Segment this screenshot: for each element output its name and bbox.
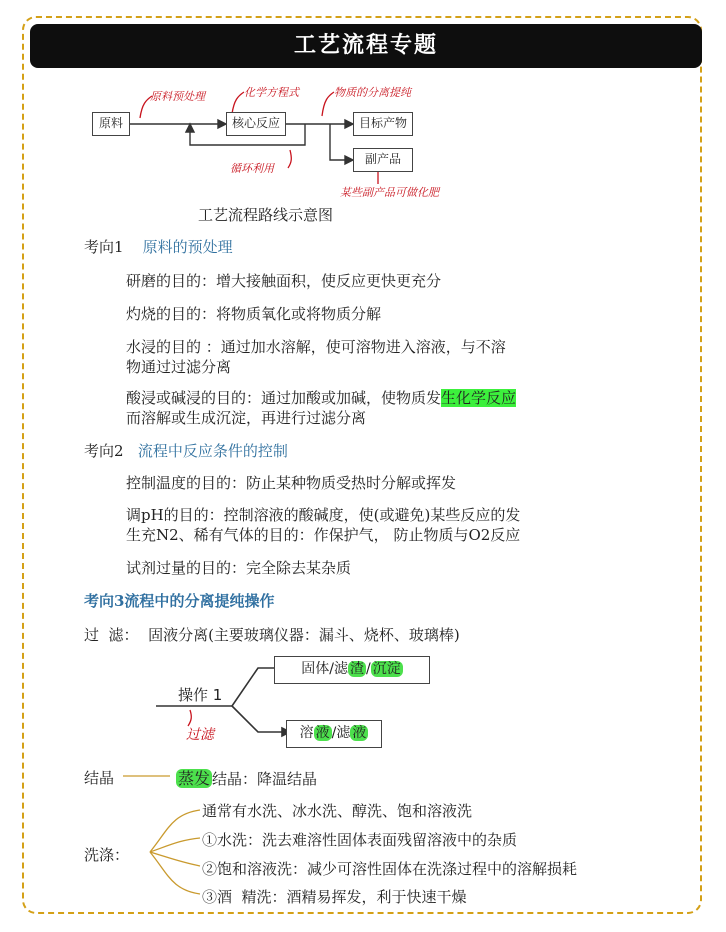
filter-line: 过 滤： 固液分离(主要玻璃仪器：漏斗、烧杯、玻璃棒) (84, 626, 460, 644)
section3-title: 考向3流程中的分离提纯操作 (84, 592, 275, 610)
crystal-text (176, 766, 317, 789)
fertilizer-note: 某些副产品可做化肥 (340, 186, 439, 199)
liquid-box (286, 720, 382, 748)
core-reaction-box: 核心反应 (226, 112, 286, 136)
separation-label: 物质的分离提纯 (334, 86, 411, 99)
recycle-label: 循环利用 (230, 162, 274, 175)
flowchart-caption: 工艺流程路线示意图 (198, 206, 334, 224)
wash-brace-4 (150, 852, 200, 894)
equation-red-line (232, 92, 244, 114)
wash-brace-1 (150, 810, 200, 852)
s2-item-excess: 试剂过量的目的：完全除去某杂质 (126, 559, 352, 577)
section1-label: 考向1 (84, 238, 124, 256)
s1-item-water-line2: 物通过过滤分离 (126, 358, 232, 376)
wash-item-water: ①水洗：洗去难溶性固体表面残留溶液中的杂质 (202, 831, 518, 849)
byproduct-box: 副产品 (353, 148, 413, 172)
liquid-text-b: /滤 (331, 725, 351, 741)
wash-item-saturated: ②饱和溶液洗：减少可溶性固体在洗涤过程中的溶解损耗 (202, 860, 578, 878)
pretreatment-label: 原料预处理 (150, 90, 205, 103)
s1-item-grinding: 研磨的目的：增大接触面积，使反应更快更充分 (126, 272, 442, 290)
wash-brace-2 (150, 838, 200, 852)
wash-item-general: 通常有水洗、冰水洗、醇洗、饱和溶液洗 (202, 802, 473, 820)
section1-heading (84, 236, 233, 257)
equation-label: 化学方程式 (244, 86, 299, 99)
core-to-byproduct-arrowhead (345, 156, 353, 164)
target-product-box: 目标产物 (353, 112, 413, 136)
s2-item-ph-line2: 生充N2、稀有气体的目的：作保护气， 防止物质与O2反应 (126, 526, 521, 544)
crystal-rest: 结晶：降温结晶 (212, 770, 318, 788)
op-upper-branch (232, 668, 280, 706)
solid-hl-2: 沉淀 (372, 661, 401, 677)
s2-item-temperature: 控制温度的目的：防止某种物质受热时分解或挥发 (126, 474, 457, 492)
s1-item-acid-line2: 而溶解或生成沉淀，再进行过滤分离 (126, 409, 367, 427)
solid-text-a: 固体/滤 (301, 661, 348, 677)
solid-text-b: / (366, 661, 371, 677)
op-lower-branch (232, 706, 284, 732)
operation-label: 操作 1 (178, 686, 223, 704)
core-to-byproduct-line (330, 124, 345, 160)
s1-item-water-line1: 水浸的目的 ：通过加水溶解，使可溶物进入溶液，与不溶 (126, 338, 506, 356)
separation-red-line (322, 92, 334, 116)
solid-box (274, 656, 430, 684)
wash-brace-3 (150, 852, 200, 866)
s1-acid-highlight: 生化学反应 (441, 389, 517, 407)
liquid-text-a: 溶 (299, 725, 314, 741)
s1-acid-pre: 酸浸或碱浸的目的：通过加酸或加碱，使物质发 (126, 389, 442, 407)
s2-item-ph-line1: 调pH的目的：控制溶液的酸碱度，使(或避免)某些反应的发 (126, 506, 521, 524)
wash-item-alcohol: ③酒 精洗：酒精易挥发，利于快速干燥 (202, 888, 467, 906)
section2-title: 流程中反应条件的控制 (137, 442, 288, 460)
recycle-red-line (288, 150, 291, 168)
liquid-hl-2: 液 (352, 725, 367, 741)
solid-hl-1: 渣 (350, 661, 364, 677)
recycle-arrowhead (186, 124, 194, 132)
core-to-target-arrowhead (345, 120, 353, 128)
filter-label: 过滤 (186, 727, 214, 743)
s1-item-acid-line1 (126, 387, 516, 408)
section1-title: 原料的预处理 (142, 238, 233, 256)
wash-label: 洗涤： (84, 846, 130, 864)
raw-to-core-arrowhead (218, 120, 226, 128)
page-title: 工艺流程专题 (30, 24, 702, 68)
section2-label: 考向2 (84, 442, 124, 460)
crystal-evaporate-hl: 蒸发 (178, 769, 211, 788)
raw-material-box: 原料 (92, 112, 130, 136)
crystal-label: 结晶 (84, 769, 115, 787)
section2-heading (84, 440, 288, 461)
liquid-hl-1: 液 (315, 725, 330, 741)
s1-item-burning: 灼烧的目的：将物质氧化或将物质分解 (126, 305, 382, 323)
